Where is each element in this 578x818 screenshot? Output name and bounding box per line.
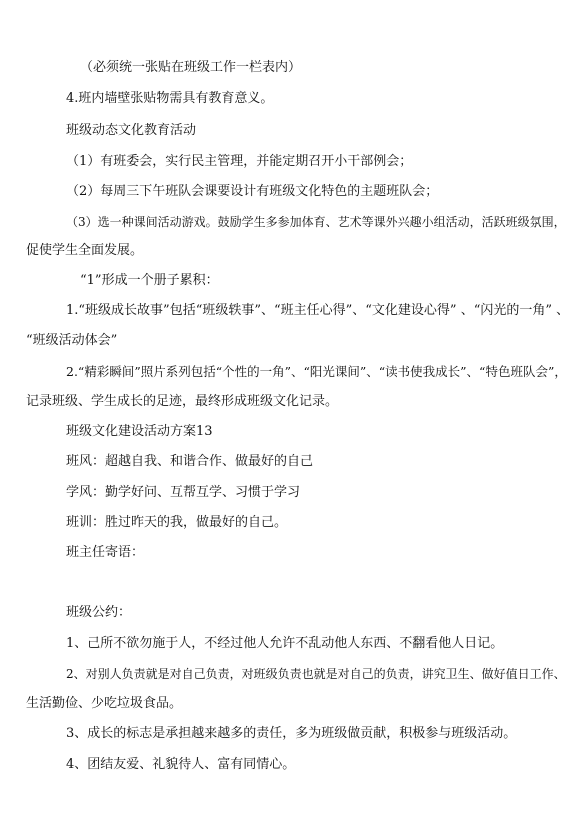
booklet-item-1-growth-stories: 1.“班级成长故事”包括“班级轶事”、“班主任心得”、“文化建设心得” 、“闪光的一角” 、	[66, 303, 570, 318]
activity-2-weekly-meeting: （2）每周三下午班队会课要设计有班级文化特色的主题班队会；	[66, 184, 439, 199]
class-style-line: 班风：超越自我、和谐合作、做最好的自己	[66, 454, 314, 469]
booklet-heading: “1”形成一个册子累积：	[80, 273, 219, 288]
class-convention-heading: 班级公约：	[66, 605, 132, 620]
section-heading-dynamic-activities: 班级动态文化教育活动	[66, 123, 197, 138]
class-motto-line: 班训：胜过昨天的我，做最好的自己。	[66, 515, 288, 530]
activity-3-continuation: 促使学生全面发展。	[26, 243, 144, 258]
booklet-item-2-photo-series: 2.“精彩瞬间”照片系列包括“个性的一角”、“阳光课间”、“读书使我成长”、“特色班队会”，	[66, 364, 567, 379]
activity-1-class-committee: （1）有班委会，实行民主管理，并能定期召开小干部例会；	[66, 154, 413, 169]
convention-item-1: 1、己所不欲勿施于人，不经过他人允许不乱动他人东西、不翻看他人日记。	[66, 636, 504, 651]
study-style-line: 学风：勤学好问、互帮互学、习惯于学习	[66, 485, 301, 500]
plan-13-title: 班级文化建设活动方案13	[66, 424, 213, 439]
activity-3-recess-games: （3）选一种课间活动游戏。鼓励学生多参加体育、艺术等课外兴趣小组活动，活跃班级氛围，	[66, 215, 566, 229]
convention-item-4: 4、团结友爱、礼貌待人、富有同情心。	[66, 757, 296, 772]
convention-item-2-continuation: 生活勤俭、少吃垃圾食品。	[26, 696, 183, 711]
teacher-message-label: 班主任寄语：	[66, 545, 145, 560]
item-4-wall-postings: 4.班内墙壁张贴物需具有教育意义。	[66, 91, 274, 106]
convention-item-2: 2、对别人负责就是对自己负责，对班级负责也就是对自己的负责，讲究卫生、做好值日工作、	[66, 667, 566, 681]
convention-item-3: 3、成长的标志是承担越来越多的责任，多为班级做贡献，积极参与班级活动。	[66, 726, 517, 741]
booklet-item-2-continuation: 记录班级、学生成长的足迹，最终形成班级文化记录。	[26, 394, 339, 409]
booklet-item-1-continuation: “班级活动体会”	[26, 333, 118, 348]
note-paste-in-work-table: （必须统一张贴在班级工作一栏表内）	[80, 60, 302, 75]
